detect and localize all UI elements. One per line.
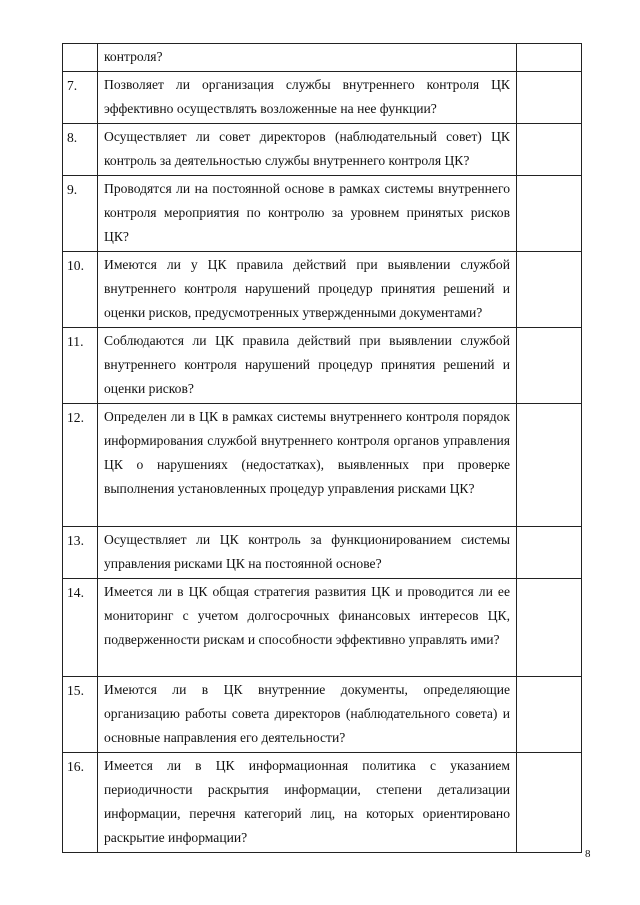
- checklist-table: [62, 43, 582, 853]
- row-number: 15.: [63, 677, 98, 753]
- answer-cell: [517, 44, 582, 72]
- page-number: 8: [585, 848, 591, 860]
- question-text: Осуществляет ли совет директоров (наблюдательный совет) ЦК контроль за деятельностью службы внутреннего контроля ЦК?: [98, 124, 517, 176]
- answer-cell: [517, 176, 582, 252]
- row-number: 12.: [63, 404, 98, 527]
- answer-cell: [517, 124, 582, 176]
- table-row: [63, 579, 582, 677]
- table-row: [63, 753, 582, 853]
- table-row: [63, 72, 582, 124]
- answer-cell: [517, 328, 582, 404]
- question-text: Имеется ли в ЦК общая стратегия развития ЦК и проводится ли ее мониторинг с учетом долгосрочных финансовых интересов ЦК, подверженности рискам и способности эффективно управлять ими?: [98, 579, 517, 677]
- table-row: [63, 44, 582, 72]
- row-number: 10.: [63, 252, 98, 328]
- table-row: [63, 404, 582, 527]
- question-text: Соблюдаются ли ЦК правила действий при выявлении службой внутреннего контроля нарушений процедур принятия решений и оценки рисков?: [98, 328, 517, 404]
- row-number: 11.: [63, 328, 98, 404]
- table-row: [63, 252, 582, 328]
- row-number: 14.: [63, 579, 98, 677]
- row-number: 13.: [63, 527, 98, 579]
- question-text: Осуществляет ли ЦК контроль за функционированием системы управления рисками ЦК на постоянной основе?: [98, 527, 517, 579]
- question-text: Имеется ли в ЦК информационная политика с указанием периодичности раскрытия информации, степени детализации информации, перечня категорий лиц, на которых ориентировано раскрытие информации?: [98, 753, 517, 853]
- question-text: Проводятся ли на постоянной основе в рамках системы внутреннего контроля мероприятия по контролю за уровнем принятых рисков ЦК?: [98, 176, 517, 252]
- row-number: 7.: [63, 72, 98, 124]
- question-text: контроля?: [98, 44, 517, 72]
- answer-cell: [517, 404, 582, 527]
- table-row: [63, 677, 582, 753]
- table-row: [63, 527, 582, 579]
- row-number: 9.: [63, 176, 98, 252]
- answer-cell: [517, 252, 582, 328]
- row-number: [63, 44, 98, 72]
- row-number: 16.: [63, 753, 98, 853]
- question-text: Позволяет ли организация службы внутреннего контроля ЦК эффективно осуществлять возложенные на нее функции?: [98, 72, 517, 124]
- table-row: [63, 124, 582, 176]
- table-row: [63, 328, 582, 404]
- question-text: Имеются ли у ЦК правила действий при выявлении службой внутреннего контроля нарушений процедур принятия решений и оценки рисков, предусмотренных утвержденными документами?: [98, 252, 517, 328]
- question-text: Имеются ли в ЦК внутренние документы, определяющие организацию работы совета директоров (наблюдательного совета) и основные направления его деятельности?: [98, 677, 517, 753]
- answer-cell: [517, 677, 582, 753]
- answer-cell: [517, 72, 582, 124]
- answer-cell: [517, 579, 582, 677]
- question-text: Определен ли в ЦК в рамках системы внутреннего контроля порядок информирования службой внутреннего контроля органов управления ЦК о нарушениях (недостатках), выявленных при проверке выполнения установленных процедур управления рисками ЦК?: [98, 404, 517, 527]
- answer-cell: [517, 527, 582, 579]
- row-number: 8.: [63, 124, 98, 176]
- answer-cell: [517, 753, 582, 853]
- table-row: [63, 176, 582, 252]
